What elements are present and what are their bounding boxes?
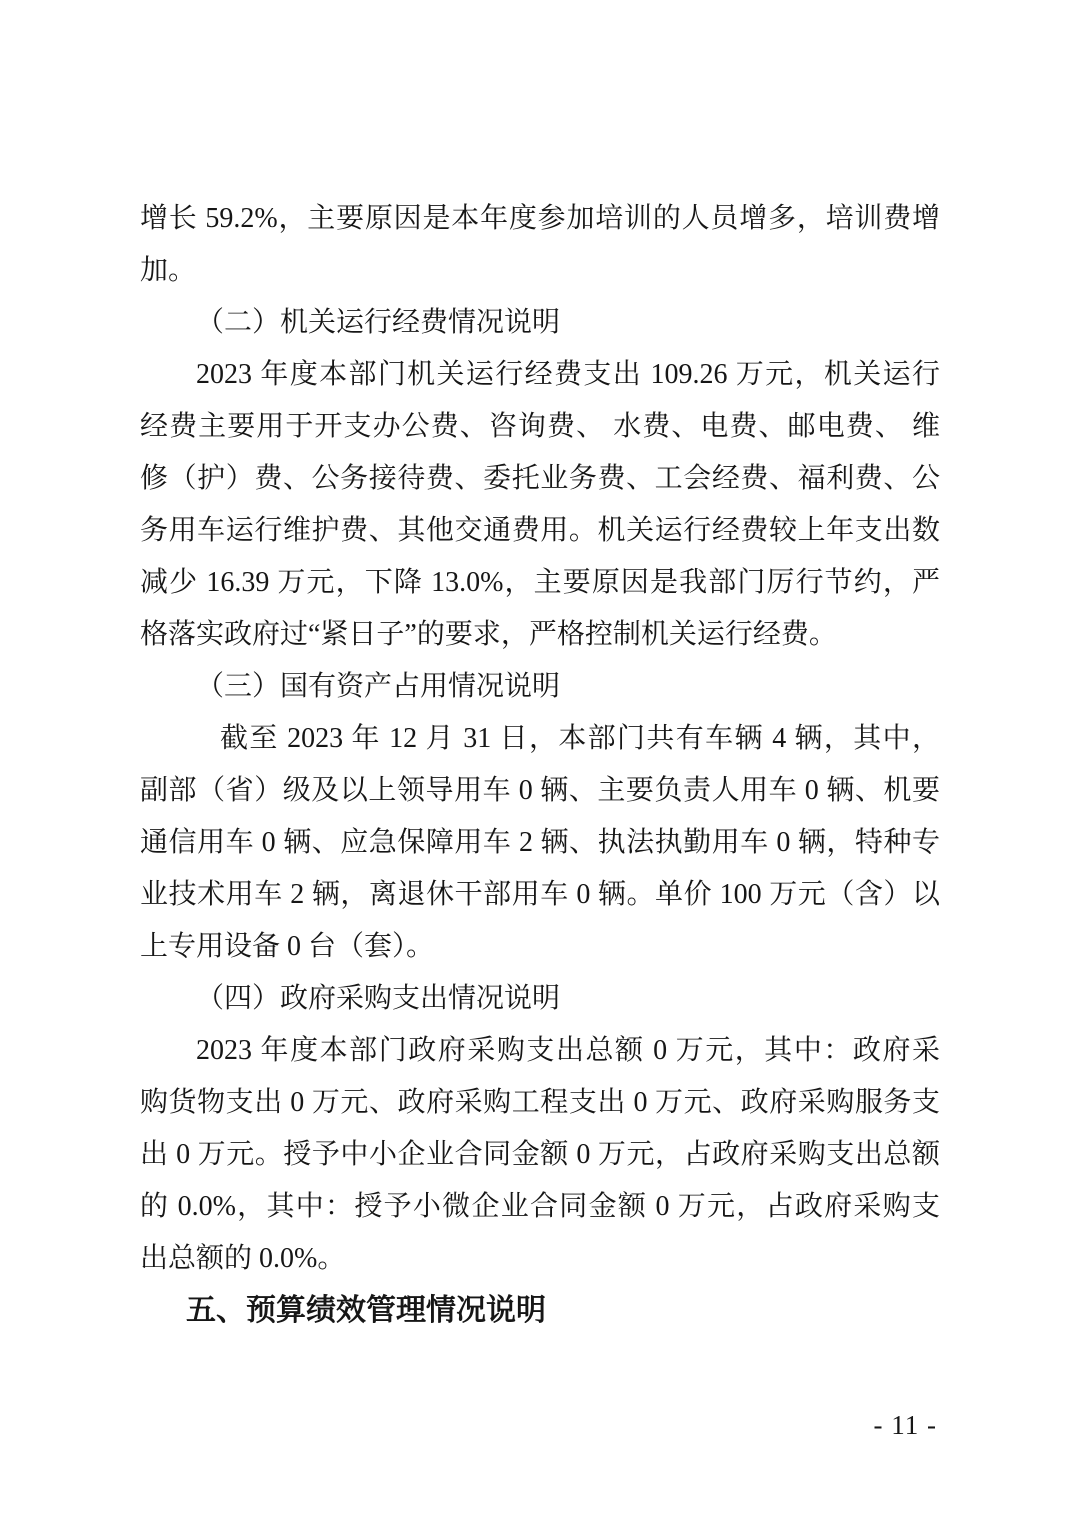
body-line: 上专用设备 0 台（套）。 [140,931,435,962]
body-line: 加。 [140,255,197,286]
body-line: 增长 59.2%，主要原因是本年度参加培训的人员增多，培训费增 [140,203,940,234]
body-line: 经费主要用于开支办公费、咨询费、 水费、电费、邮电费、 维 [140,411,940,442]
subsection-heading-2: （二）机关运行经费情况说明 [196,307,561,338]
body-line: 2023 年度本部门机关运行经费支出 109.26 万元，机关运行 [196,359,940,390]
body-line: 出总额的 0.0%。 [140,1243,346,1274]
body-line: 格落实政府过“紧日子”的要求，严格控制机关运行经费。 [140,619,837,650]
body-line: 的 0.0%，其中：授予小微企业合同金额 0 万元，占政府采购支 [140,1191,940,1222]
subsection-heading-4: （四）政府采购支出情况说明 [196,983,561,1014]
body-line: 购货物支出 0 万元、政府采购工程支出 0 万元、政府采购服务支 [140,1087,940,1118]
body-line: 出 0 万元。授予中小企业合同金额 0 万元，占政府采购支出总额 [140,1139,940,1170]
body-line: 通信用车 0 辆、应急保障用车 2 辆、执法执勤用车 0 辆，特种专 [140,827,940,858]
body-line: 务用车运行维护费、其他交通费用。机关运行经费较上年支出数 [140,515,940,546]
subsection-heading-3: （三）国有资产占用情况说明 [196,671,561,702]
section-heading-5: 五、预算绩效管理情况说明 [186,1294,546,1327]
body-line: 减少 16.39 万元，下降 13.0%，主要原因是我部门厉行节约，严 [140,567,940,598]
body-line: 2023 年度本部门政府采购支出总额 0 万元，其中：政府采 [196,1035,940,1066]
page-number: - 11 - [873,1410,937,1440]
body-line: 截至 2023 年 12 月 31 日，本部门共有车辆 4 辆，其中， [220,723,940,754]
body-line: 修（护）费、公务接待费、委托业务费、工会经费、福利费、公 [140,463,940,494]
document-body [140,193,940,1337]
body-line: 副部（省）级及以上领导用车 0 辆、主要负责人用车 0 辆、机要 [140,775,940,806]
body-line: 业技术用车 2 辆，离退休干部用车 0 辆。单价 100 万元（含）以 [140,879,940,910]
